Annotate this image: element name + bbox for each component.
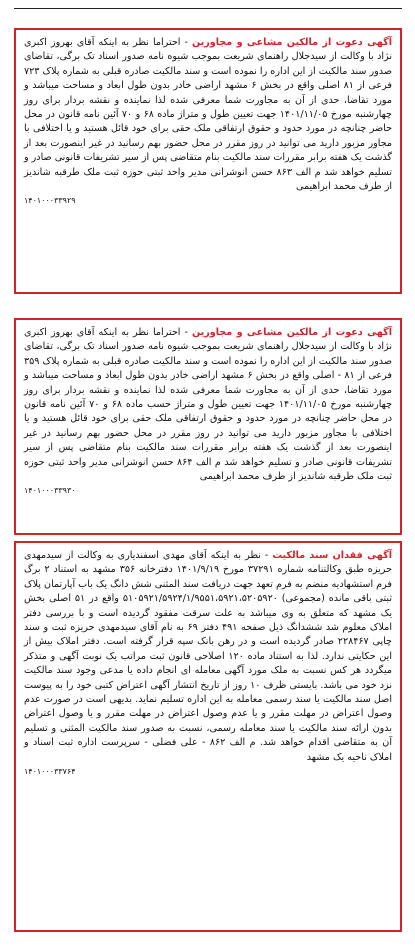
notice-title: آگهی دعوت از مالکین مشاعی و مجاورین [192, 37, 392, 48]
notice-body: - احتراما نظر به اینکه آقای بهروز اکبری نژاد با وکالت از سیدجلال راهنمای شریعت بموجب شیوه نامه صدور اسناد تک برگی، تقاضای صدور سند مالکیت از این اداره را نموده است و سند مالکیت صادره قبلی به شماره پلاک ۷۲۳ فرعی از ۸۱ اصلی واقع در بخش ۶ مشهد اراضی خادر بدون طول ابعاد و مساحت میباشد و مورد تقاضا، حدی از آن به مجاورت شما معرفی شده لذا نماینده و نقشه بردار برای روز چهارشنبه مورخ ۱۴۰۱/۱۱/۰۵ جهت تعیین طول و متراژ ماده ۶۸ و ۷۰ آئین نامه قانون در محل حاضر چنانچه در مورد حدود و حقوق ارتفاقی ملک حقی برای خود قائل هستید و یا اختلافی با مجاور مزبور دارید می توانید در روز مقرر در محل حضور بهم رسانید در غیر اینصورت بعد از گذشت یک هفته برابر مقررات سند مالکیت بنام متقاضی پس از سیر تشریفات قانونی صادر و تسلیم خواهد شد م الف ۸۶۳ حسن انوشرانی مدیر واحد ثبتی حوزه ثبت ملک طرقبه شاندیز از طرف محمد ابراهیمی [23, 37, 392, 193]
invitation-notice-2 [14, 318, 402, 535]
notice-title: آگهی فقدان سند مالکیت [272, 550, 392, 561]
top-rule [14, 8, 402, 9]
notice-text [24, 326, 392, 484]
notice-text [24, 36, 392, 194]
notice-code: ۱۴۰۱۰۰۰۳۳۹۳۰ [24, 486, 76, 496]
notice-text [24, 549, 392, 765]
notice-body: - احتراما نظر به اینکه آقای بهروز اکبری نژاد با وکالت از سیدجلال راهنمای شریعت بموجب شیوه نامه صدور اسناد تک برگی، تقاضای صدور سند مالکیت از این اداره را نموده است و سند مالکیت صادره قبلی به شماره پلاک ۳۵۹ فرعی از ۸۱ - اصلی واقع در بخش ۶ مشهد اراضی خادر بدون طول ابعاد و مساحت میباشد و مورد تقاضا، حدی از آن به مجاورت شما معرفی شده لذا نماینده و نقشه بردار برای روز چهارشنبه مورخ ۱۴۰۱/۱۱/۰۵ جهت تعیین طول و متراژ حسب ماده ۶۸ و ۷۰ آئین نامه قانون در محل حاضر چنانچه در مورد حدود و حقوق ارتفاقی ملک حقی برای خود قائل هستید و یا اختلافی با مجاور مزبور دارید می توانید در روز مقرر در محل حضور بهم رسانید در غیر اینصورت بعد از گذشت یک هفته برابر مقررات سند مالکیت بنام متقاضی پس از سیر تشریفات قانونی صادر و تسلیم خواهد شد م الف ۸۶۴ حسن انوشرانی مدیر واحد ثبتی حوزه ثبت ملک طرقبه شاندیز از طرف محمد ابراهیمی [24, 327, 393, 483]
notice-code: ۱۴۰۱۰۰۰۳۳۷۶۴ [24, 767, 76, 777]
lost-deed-notice [14, 541, 402, 932]
notice-title: آگهی دعوت از مالکین مشاعی و مجاورین [192, 327, 392, 338]
notice-code: ۱۴۰۱۰۰۰۳۳۹۲۹ [24, 196, 76, 206]
notice-body: - نظر به اینکه آقای مهدی اسفندیاری به وکالت از سیدمهدی حریزه طبق وکالتنامه شماره ۳۷۲۹۱ مورخ ۱۴۰۱/۹/۱۹ دفترخانه ۳۵۶ مشهد به استناد ۲ برگ فرم استشهادیه منضم به فرم تعهد جهت دریافت سند المثنی شش دانگ یک باب آپارتمان پلاک ثبتی باقی مانده (مجموعی) ۵۱۰۵۹۲۱/۵۹۲۴/۱/۹۵۵۱،۵۹۲۱،۵۲۰۵۹۲۰ واقع در ۵۱ اصلی بخش یک مشهد که متعلق به وی میباشد به علت سرقت مفقود گردیده است و با بررسی دفتر املاک معلوم شد ششدانگ ذیل صفحه ۴۹۱ دفتر ۶۹ به نام آقای سیدمهدی حریزه ثبت و سند چاپی ۲۲۸۴۶۷ صادر گردیده است و در رهن بانک سپه قرار گرفته است. دفتر املاک بیش از این حکایتی ندارد. لذا به استناد ماده ۱۲۰ اصلاحی قانون ثبت مراتب یک نوبت آگهی و متذکر میگردد هر کس نسبت به ملک مورد آگهی معامله ای انجام داده یا مدعی وجود سند مالکیت نزد خود می باشد. بایستی ظرف ۱۰ روز از تاریخ انتشار آگهی اعتراض کتبی خود را به پیوست اصل سند مالکیت یا سند رسمی معامله به این اداره تسلیم نماید. بدیهی است در صورت عدم وصول اعتراض در مهلت مقرر و یا عدم وصول اعتراض در مهلت مقرر و یا وصول اعتراض بدون ارائه سند مالکیت یا سند معامله رسمی، نسبت به صدور سند مالکیت المثنی و تسلیم آن به متقاضی اقدام خواهد شد. م الف ۸۶۲ - علی فضلی - سرپرست اداره ثبت اسناد و املاک ناحیه یک مشهد [24, 550, 393, 763]
invitation-notice-1 [14, 28, 402, 294]
